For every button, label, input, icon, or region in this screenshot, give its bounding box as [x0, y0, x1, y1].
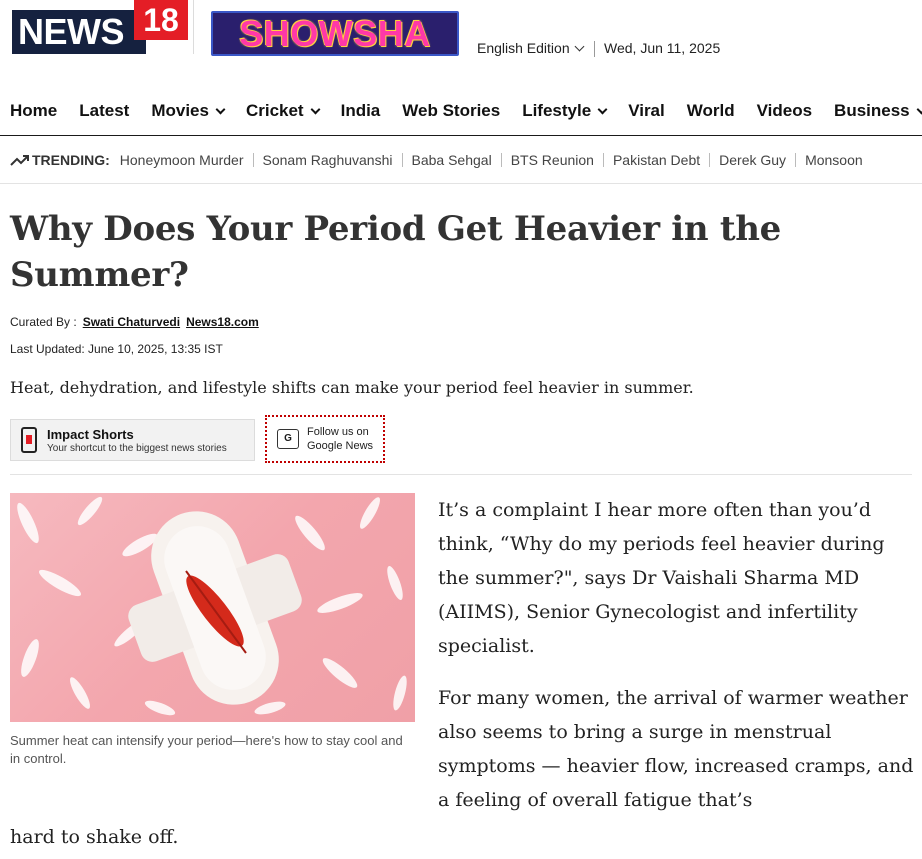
chevron-down-icon — [598, 104, 608, 114]
nav-item-viral[interactable] — [628, 101, 665, 121]
trending-bar — [10, 149, 922, 171]
nav-item-home[interactable] — [10, 101, 57, 121]
byline — [10, 315, 259, 329]
nav-item-label: Cricket — [245, 101, 304, 120]
nav-item-india[interactable] — [341, 101, 381, 121]
header-divider-small — [594, 41, 595, 57]
nav-item-cricket[interactable] — [246, 101, 319, 121]
nav-item-business[interactable] — [834, 101, 922, 121]
article-paragraph-continuation: hard to shake off. — [10, 826, 179, 848]
google-news-line2: Google News — [307, 440, 374, 452]
nav-item-latest[interactable] — [79, 101, 129, 121]
impact-shorts-title: Impact Shorts — [47, 426, 134, 442]
edition-label: English Edition — [477, 40, 570, 56]
impact-shorts-button[interactable] — [10, 419, 255, 461]
chevron-down-icon — [216, 104, 226, 114]
nav-item-videos[interactable] — [757, 101, 812, 121]
site-header — [0, 0, 922, 84]
trending-item[interactable]: Pakistan Debt — [603, 153, 709, 167]
chevron-down-icon — [310, 104, 320, 114]
nav-list — [0, 96, 922, 126]
nav-item-web-stories[interactable] — [402, 101, 500, 121]
trending-item[interactable]: BTS Reunion — [501, 153, 603, 167]
trending-item[interactable]: Baba Sehgal — [402, 153, 501, 167]
showsha-logo-text: SHOWSHA — [239, 12, 431, 54]
nav-item-label: World — [686, 101, 735, 120]
impact-shorts-subtitle: Your shortcut to the biggest news stories — [47, 442, 227, 454]
edition-selector[interactable] — [477, 40, 583, 56]
news18-logo-word: NEWS — [12, 10, 146, 54]
trending-item[interactable]: Honeymoon Murder — [119, 152, 244, 168]
article-body — [438, 493, 916, 835]
nav-item-label: Lifestyle — [522, 101, 592, 120]
chevron-down-icon — [574, 41, 584, 51]
nav-item-label: Home — [10, 101, 58, 120]
google-news-icon: G — [277, 429, 299, 449]
trending-up-icon — [10, 153, 30, 167]
phone-icon — [21, 427, 37, 453]
publisher-link[interactable]: News18.com — [186, 315, 259, 329]
trending-items — [120, 153, 872, 167]
trending-label: TRENDING: — [32, 152, 110, 168]
curated-prefix: Curated By : — [10, 315, 77, 329]
nav-item-label: Web Stories — [402, 101, 501, 120]
google-news-line1: Follow us on — [307, 426, 369, 438]
nav-item-label: Videos — [756, 101, 813, 120]
author-link[interactable]: Swati Chaturvedi — [82, 315, 181, 329]
nav-item-movies[interactable] — [151, 101, 224, 121]
header-divider — [193, 0, 194, 54]
divider — [10, 474, 912, 475]
nav-item-world[interactable] — [687, 101, 735, 121]
divider — [0, 183, 922, 184]
main-nav — [0, 96, 922, 136]
trending-item[interactable]: Sonam Raghuvanshi — [253, 153, 402, 167]
nav-item-label: Business — [834, 101, 910, 120]
last-updated: Last Updated: June 10, 2025, 13:35 IST — [10, 342, 223, 356]
image-caption: Summer heat can intensify your period—here's how to stay cool and in control. — [10, 733, 403, 766]
google-news-follow-button[interactable] — [265, 415, 385, 463]
nav-item-label: Latest — [79, 101, 130, 120]
nav-item-label: Movies — [151, 101, 209, 120]
sanitary-pad-feather-illustration — [10, 493, 415, 722]
article-paragraph: For many women, the arrival of warmer weather also seems to bring a surge in menstrual symptoms — heavier flow, increased cramps, and a feeling of overall fatigue that’s — [438, 687, 914, 811]
article-title: Why Does Your Period Get Heavier in the Summer? — [10, 209, 782, 295]
showsha-logo[interactable] — [211, 11, 459, 56]
article-paragraph: It’s a complaint I hear more often than you’d think, “Why do my periods feel heavier during the summer?", says Dr Vaishali Sharma MD (AIIMS), Senior Gynecologist and infertility specialist. — [438, 499, 885, 657]
news18-logo-number: 18 — [134, 0, 188, 40]
article-hero-image[interactable] — [10, 493, 415, 722]
trending-item[interactable]: Derek Guy — [709, 153, 795, 167]
nav-item-label: Viral — [628, 101, 665, 120]
nav-item-lifestyle[interactable] — [522, 101, 606, 121]
current-date: Wed, Jun 11, 2025 — [604, 40, 721, 56]
article-summary: Heat, dehydration, and lifestyle shifts can make your period feel heavier in summer. — [10, 378, 694, 397]
trending-item[interactable]: Monsoon — [795, 153, 872, 167]
news18-logo[interactable] — [12, 0, 179, 56]
nav-item-label: India — [340, 101, 381, 120]
chevron-down-icon — [916, 104, 922, 114]
